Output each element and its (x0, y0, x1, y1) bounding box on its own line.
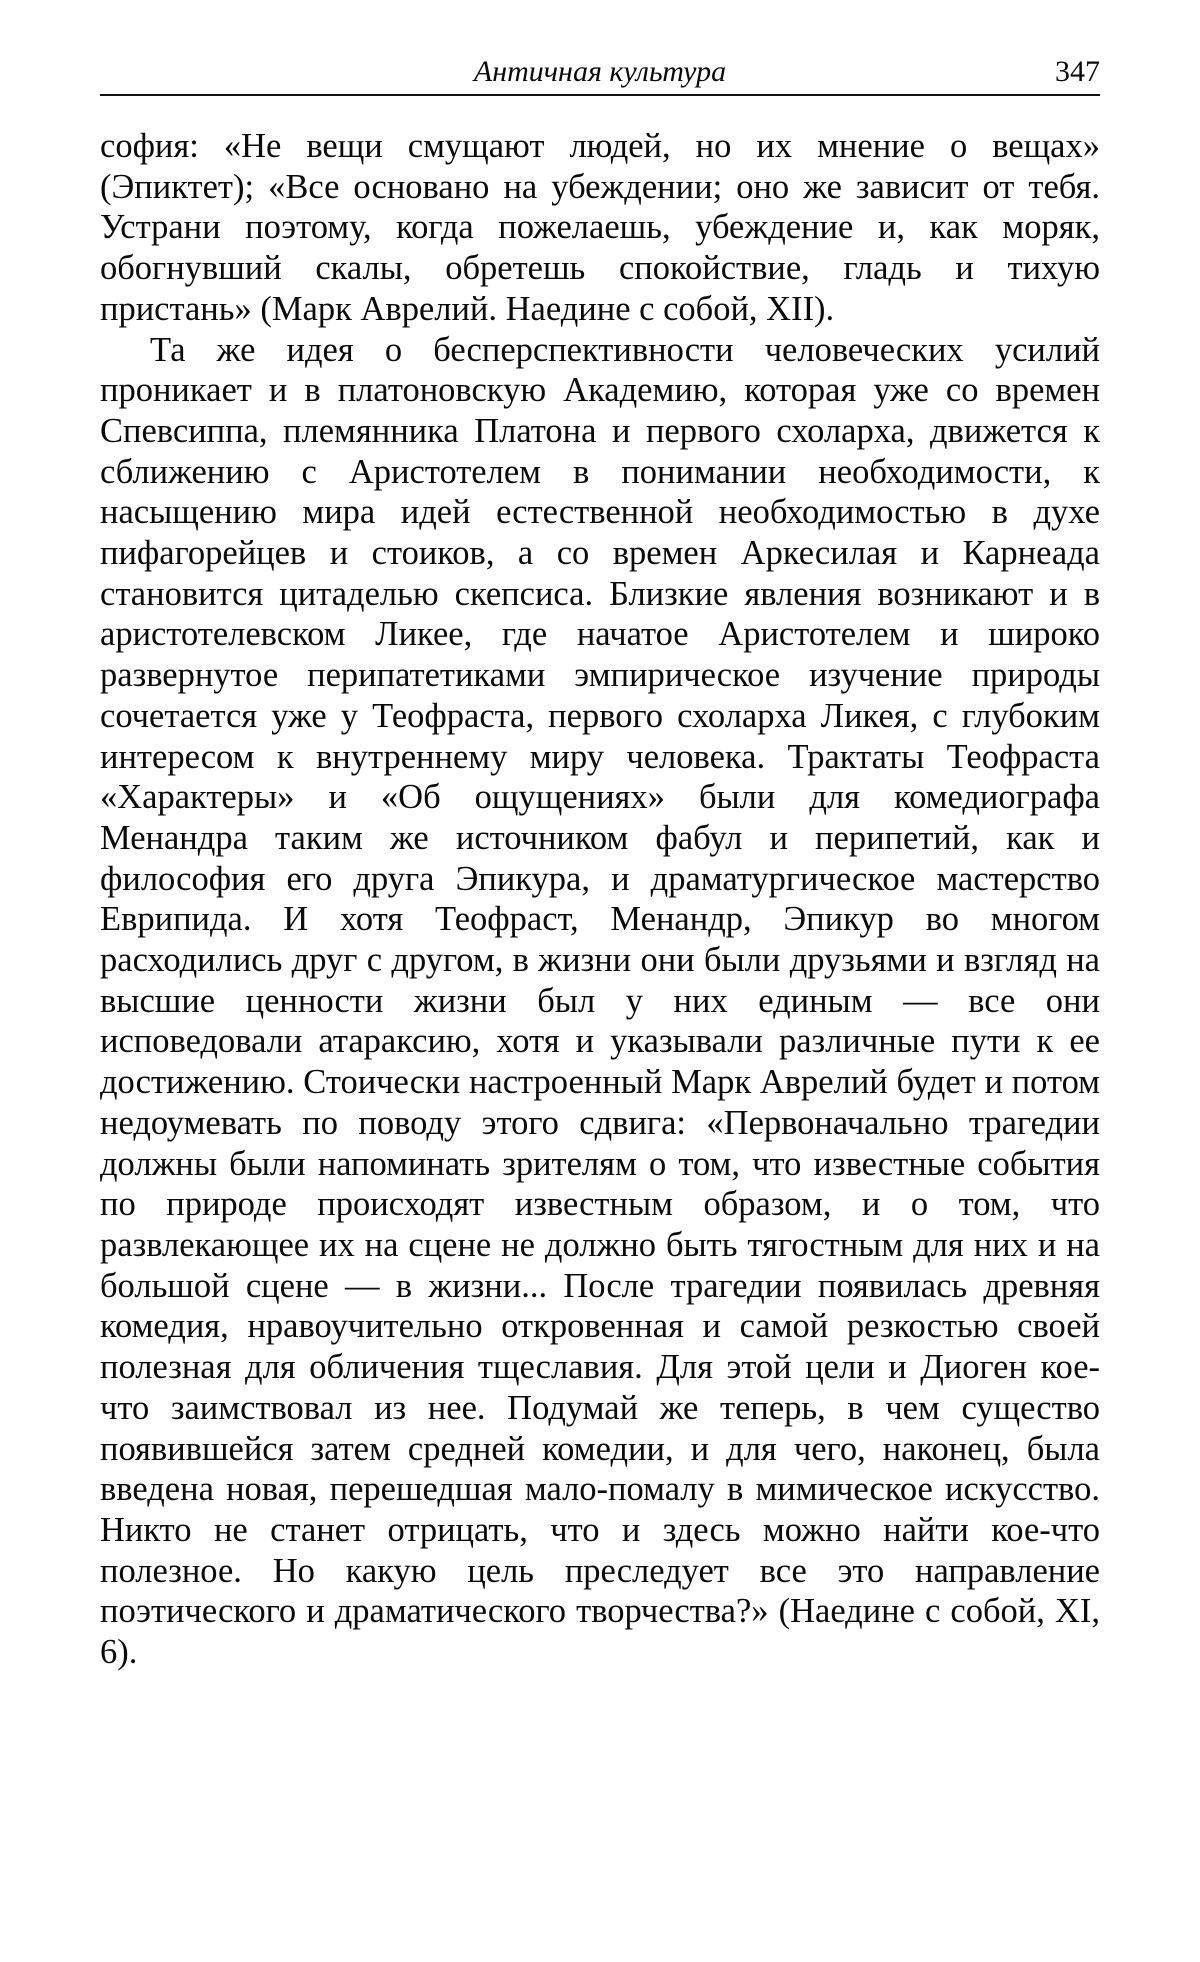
body-text (100, 126, 1100, 1673)
paragraph-continuation: софия: «Не вещи смущают людей, но их мнение о вещах» (Эпиктет); «Все основано на убеждении; оно же зависит от тебя. Устрани поэтому, когда пожелаешь, убеждение и, как моряк, обогнувший скалы, обретешь спокойствие, гладь и тихую пристань» (Марк Аврелий. Наедине с собой, XII). (100, 127, 1100, 328)
header-rule (100, 94, 1100, 96)
paragraph: Та же идея о бесперспективности человеческих усилий проникает и в платоновскую Академию, которая уже со времен Спевсиппа, племянника Платона и первого схоларха, движется к сближению с Аристотелем в понимании необходимости, к насыщению мира идей естественной необходимостью в духе пифагорейцев и стоиков, а со времен Аркесилая и Карнеада становится цитаделью скепсиса. Близкие явления возникают и в аристотелевском Ликее, где начатое Аристотелем и широко развернутое перипатетиками эмпирическое изучение природы сочетается уже у Теофраста, первого схоларха Ликея, с глубоким интересом к внутреннему миру человека. Трактаты Теофраста «Характеры» и «Об ощущениях» были для комедиографа Менандра таким же источником фабул и перипетий, как и философия его друга Эпикура, и драматургическое мастерство Еврипида. И хотя Теофраст, Менандр, Эпикур во многом расходились друг с другом, в жизни они были друзьями и взгляд на высшие ценности жизни был у них единым — все они исповедовали атараксию, хотя и указывали различные пути к ее достижению. Стоически настроенный Марк Аврелий будет и потом недоумевать по поводу этого сдвига: «Первоначально трагедии должны были напоминать зрителям о том, что известные события по природе происходят известным образом, и о том, что развлекающее их на сцене не должно быть тягостным для них и на большой сцене — в жизни... После трагедии появилась древняя комедия, нравоучительно откровенная и самой резкостью своей полезная для обличения тщеславия. Для этой цели и Диоген кое-что заимствовал из нее. Подумай же теперь, в чем существо появившейся затем средней комедии, и для чего, наконец, была введена новая, перешедшая мало-помалу в мимическое искусство. Никто не станет отрицать, что и здесь можно найти кое-что полезное. Но какую цель преследует все это направление поэтического и драматического творчества?» (Наедине с собой, XI, 6). (100, 330, 1100, 1672)
page-number: 347 (1055, 55, 1100, 88)
running-head (100, 52, 1100, 94)
running-title: Античная культура (473, 55, 727, 88)
